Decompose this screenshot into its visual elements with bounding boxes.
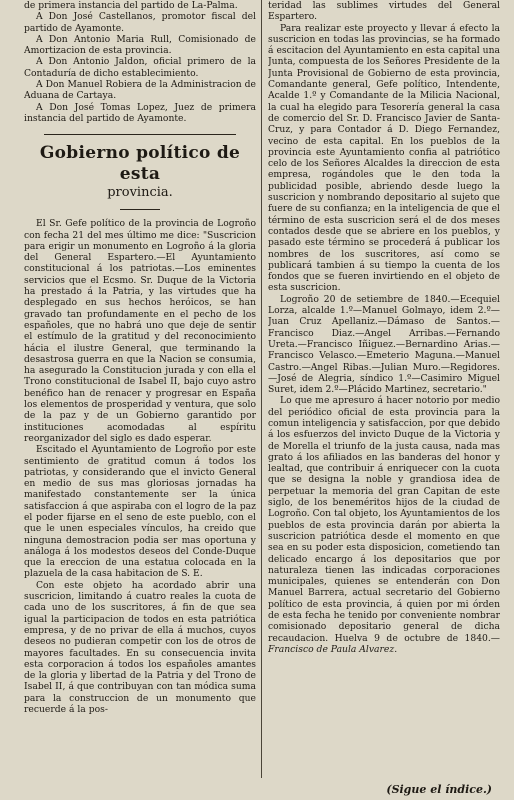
article-paragraph: Logroño 20 de setiembre de 1840.—Ecequiel Lorza, alcalde 1.º—Manuel Golmayo, idem 2.º—Juan Cruz Apellaniz.—Dámaso de Santos.—Francisco Diaz.—Angel Arribas.—Fernando Ureta.—Francisco Iñiguez.—Bernardino Arias.—Francisco Velasco.—Emeterio Maguna.—Manuel Castro.—Angel Ribas.—Julian Muro.—Regidores.—José de Alegria, síndico 1.º—Casimiro Miguel Suret, idem 2.º—Plácido Martinez, secretario." [268, 293, 500, 396]
appointment-entry: de primera instancia del partido de La-Palma. [24, 0, 238, 11]
appointment-entry: A Don Manuel Robiera de la Administracion de Aduana de Cartaya. [24, 79, 256, 102]
section-heading: Gobierno político de esta [39, 143, 241, 185]
appointment-entry: A Don Antonio Jaldon, oficial primero de la Contaduría de dicho establecimiento. [24, 56, 256, 79]
section-divider [44, 134, 236, 135]
article-paragraph: Para realizar este proyecto y llevar á efecto la suscricion en todas las provincias, se ha formado á escitacion del Ayuntamiento en esta capital una Junta, compuesta de los Señores Presidente de la Junta Provisional de Gobierno de esta provincia, Comandante general, Gefe político, Intendente, Acalde 1.º y Comandante de la Milicia Nacional, la cual ha elegido para Tesorería general la casa de comercio del Sr. D. Francisco Javier de Santa-Cruz, y para Contador á D. Diego Fernandez, vecino de esta capital. En los pueblos de la provincia este Ayuntamiento confia al patriótico celo de los Señores Alcaldes la direccion de esta empresa, rogándoles que le den toda la publicidad posible, abriendo desde luego la suscricion y nombrando depositario al sujeto que fuere de su confianza; en la inteligencia de que el término de esta suscricion será el de dos meses contados desde que se abriere en los pueblos, y pasado este término se procederá á publicar los nombres de los suscritores, así como se publicará tambien á su tiempo la cuenta de los fondos que se fueren invirtiendo en el objeto de esta suscricion. [268, 22, 500, 294]
article-paragraph: Escitado el Ayuntamiento de Logroño por este sentimiento de gratitud comun á todos los patriotas, y considerando que el invicto General en medio de sus mas gloriosas jornadas ha manifestado constantemente ser la única satisfaccion á que aspiraba con el logro de la paz el poder fijarse en el seno de este pueblo, con el que le unen especiales vínculos, ha creido que ninguna demostracion podia ser mas oportuna y análoga á los modestos deseos del Conde-Duque que la ereccion de una estatua colocada en la plazuela de la casa habitacion de S. E. [24, 444, 256, 580]
left-column [24, 0, 256, 800]
right-column [268, 0, 500, 800]
appointment-entry: A Don Antonio Maria Rull, Comisionado de Amortizacion de esta provincia. [24, 33, 256, 57]
article-paragraph [268, 395, 500, 655]
signature: Francisco de Paula Alvarez. [268, 643, 398, 655]
closing-text: Lo que me apresuro á hacer notorio por medio del periódico oficial de esta provincia para la comun inteligencia y satisfaccion, por que debido á los esfuerzos del invicto Duque de la Victoria y de Morella el triunfo de la justa causa, nada mas grato á los afiliados en las banderas del honor y lealtad, que contribuir á enriquecer con la cuota que se designa la noble y grandiosa idea de perpetuar la memoria del gran Capitan de este siglo, de los beneméritos hijos de la ciudad de Logroño. Con tal objeto, los Ayuntamientos de los pueblos de esta provincia darán por abierta la suscricion patriótica desde el momento en que sea en su poder esta disposicion, cometiendo tan delicado encargo á los depositarios que por naturaleza tienen las indicadas corporaciones municipales, quienes se entenderán con Don Manuel Barrera, actual secretario del Gobierno político de esta provincia, á quien por mi órden de esta fecha he tenido por conveniente nombrar comisionado depositario general de dicha recaudacion. Huelva 9 de octubre de 1840.— [268, 395, 500, 644]
continuation-note: (Sigue el índice.) [386, 783, 492, 796]
article-paragraph: teridad las sublimes virtudes del General Espartero. [268, 0, 500, 23]
article-paragraph: Con este objeto ha acordado abrir una suscricion, limitando á cuatro reales la cuota de cada uno de los suscritores, á fin de que sea igual la participacion de todos en esta patriótica empresa, y de no privar de ella á muchos, cuyos deseos no pudieran competir con los de otros de mayores facultades. En su consecuencia invita esta corporacion á todos los españoles amantes de la gloria y libertad de la Patria y del Trono de Isabel II, á que contribuyan con tan módica suma para la construccion de un monumento que recuerde á la pos- [24, 579, 256, 716]
appointment-entry: A Don José Tomas Lopez, Juez de primera instancia del partido de Ayamonte. [24, 101, 256, 124]
section-subheading: provincia. [107, 185, 173, 201]
column-rule [261, 0, 262, 778]
heading-rule [120, 209, 160, 210]
article-paragraph: El Sr. Gefe político de la provincia de Logroño con fecha 21 del mes último me dice: "Suscricion para erigir un monumento en Logroño á la gloria del General Espartero.—El Ayuntamiento constitucional á los patriotas.—Los eminentes servicios que el Ecsmo. Sr. Duque de la Victoria ha prestado á la Patria, y las virtudes que ha desplegado en sus hechos heróicos, se han gravado tan profundamente en el pecho de los españoles, que no habrá uno que deje de sentir el estímulo de la gratitud y del reconocimiento hácia el ilustre General, que terminando la desastrosa guerra en que la Nacion se consumia, ha asegurado la Constitucion jurada y con ella el Trono constitucional de Isabel II, bajo cuyo astro benéfico han de renacer y progresar en España los elementos de prosperidad y ventura, que solo de la paz y de un Gobierno garantido por instituciones acomodadas al espíritu reorganizador del siglo es dado esperar. [24, 218, 256, 444]
appointment-entry: A Don José Castellanos, promotor fiscal del partido de Ayamonte. [24, 11, 256, 34]
